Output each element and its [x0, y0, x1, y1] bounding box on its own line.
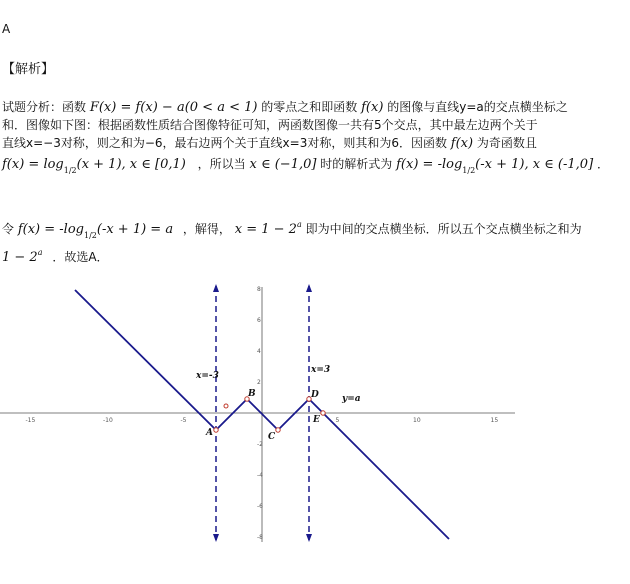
- arrow-up-left: [213, 284, 219, 292]
- para1-line1: [2, 98, 568, 115]
- para2-line1: [2, 220, 582, 240]
- x-tick-label: 5: [335, 417, 340, 424]
- arrow-down-left: [213, 534, 219, 542]
- text: ，所以当: [197, 157, 246, 171]
- log-base: 1/2: [63, 166, 77, 175]
- para2-line2: [2, 248, 109, 265]
- x-tick-label: 15: [490, 417, 499, 424]
- log-base: 1/2: [462, 166, 476, 175]
- function-graph: [0, 282, 630, 582]
- y-tick-label: -4: [257, 472, 263, 479]
- y-tick-label: 8: [257, 286, 261, 293]
- text: ．故选A．: [52, 250, 109, 264]
- formula-part: (-x + 1), x ∈ (-1,0]: [475, 157, 594, 172]
- answer-label: A: [2, 22, 11, 36]
- y-tick-label: 4: [257, 348, 261, 355]
- exponent: a: [296, 220, 302, 229]
- text: ．: [596, 157, 609, 171]
- label-x-neg3: x=-3: [196, 371, 219, 381]
- text: ，解得，: [182, 222, 231, 236]
- point-a-marker: [214, 428, 218, 432]
- formula: f(x): [450, 136, 474, 151]
- point-label-a: A: [206, 428, 213, 438]
- y-tick-label: -6: [257, 503, 263, 510]
- text: 即为中间的交点横坐标．所以五个交点横坐标之和为: [305, 222, 582, 236]
- y-tick-label: -8: [257, 534, 263, 541]
- arrow-up-right: [306, 284, 312, 292]
- point-label-d: D: [311, 390, 319, 400]
- x-tick-label: -10: [103, 417, 113, 424]
- x-tick-label: -5: [180, 417, 187, 424]
- formula: F(x) = f(x) − a(0 < a < 1): [89, 100, 258, 115]
- label-y-a: y=a: [342, 394, 361, 404]
- point-c-marker: [276, 428, 280, 432]
- formula: [235, 222, 302, 237]
- formula-part: f(x) = -log: [396, 157, 463, 172]
- x-tick-label: -15: [25, 417, 36, 424]
- formula: [2, 157, 186, 175]
- formula-part: x = 1 − 2: [234, 222, 297, 237]
- formula-part: f(x) = -log: [17, 222, 84, 237]
- formula-part: (-x + 1) = a: [96, 222, 174, 237]
- x-tick-label: 10: [413, 417, 421, 424]
- formula-part: 1 − 2: [2, 250, 38, 265]
- exponent: a: [37, 248, 43, 257]
- formula: [2, 250, 42, 265]
- label-x-3: x=3: [311, 365, 331, 375]
- formula-part: f(x) = log: [2, 157, 64, 172]
- arrow-down-right: [306, 534, 312, 542]
- text: 的零点之和即函数: [261, 100, 358, 114]
- open-point-marker: [224, 404, 228, 408]
- point-e-marker: [321, 411, 325, 415]
- section-title: 【解析】: [2, 62, 55, 77]
- log-base: 1/2: [84, 231, 97, 240]
- point-label-b: B: [248, 389, 256, 399]
- text: 直线x=−3对称，则之和为−6，最右边两个关于直线x=3对称，则其和为6．因函数: [2, 136, 447, 150]
- para1-line3: [2, 134, 537, 151]
- text: 为奇函数且: [476, 136, 537, 150]
- formula: [396, 157, 594, 175]
- text: 试题分析：函数: [2, 100, 87, 114]
- formula: f(x): [361, 100, 384, 115]
- para1-line2: 和．图像如下图：根据函数性质结合图像特征可知，两函数图像一共有5个交点，其中最左边两个关于: [2, 118, 538, 132]
- text: 令: [2, 222, 15, 236]
- text: 时的解析式为: [320, 157, 393, 171]
- y-tick-label: 6: [257, 317, 261, 324]
- formula-part: (x + 1), x ∈ [0,1): [76, 157, 186, 172]
- text: 的图像与直线y=a的交点横坐标之: [387, 100, 568, 114]
- y-tick-label: -2: [257, 441, 263, 448]
- formula: [17, 222, 174, 240]
- y-tick-label: 2: [257, 379, 261, 386]
- para1-line4: [2, 155, 609, 175]
- point-label-e: E: [313, 415, 320, 425]
- point-label-c: C: [268, 432, 276, 442]
- formula: x ∈ (−1,0]: [249, 157, 317, 172]
